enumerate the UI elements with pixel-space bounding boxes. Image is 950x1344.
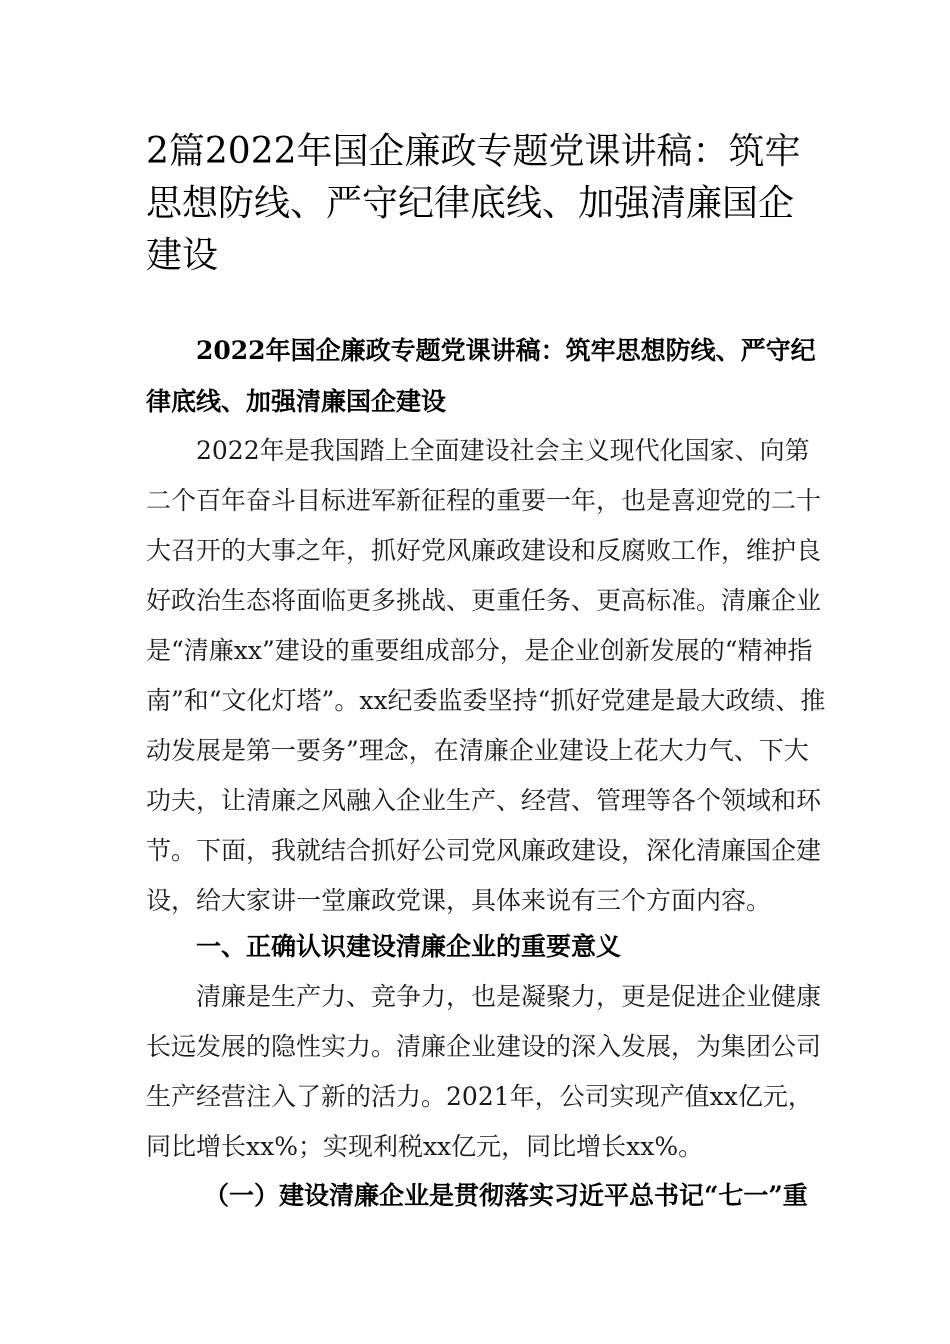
speech-title: 2022年国企廉政专题党课讲稿：筑牢思想防线、严守纪律底线、加强清廉国企建设 xyxy=(146,336,816,416)
section-heading-1: 一、正确认识建设清廉企业的重要意义 xyxy=(196,932,622,961)
document-title: 2篇2022年国企廉政专题党课讲稿：筑牢思想防线、严守纪律底线、加强清廉国企建设 xyxy=(146,131,801,276)
section-1-paragraph: 清廉是生产力、竞争力，也是凝聚力，更是促进企业健康长远发展的隐性实力。清廉企业建设的深入发展，为集团公司生产经营注入了新的活力。2021年，公司实现产值xx亿元，同比增长xx%；实现利税xx亿元，同比增长xx%。 xyxy=(146,982,822,1161)
intro-paragraph: 2022年是我国踏上全面建设社会主义现代化国家、向第二个百年奋斗目标进军新征程的重要一年，也是喜迎党的二十大召开的大事之年，抓好党风廉政建设和反腐败工作，维护良好政治生态将面临更多挑战、更重任务、更高标准。清廉企业是“清廉xx”建设的重要组成部分，是企业创新发展的“精神指南”和“文化灯塔”。xx纪委监委坚持“抓好党建是最大政绩、推动发展是第一要务”理念，在清廉企业建设上花大力气、下大功夫，让清廉之风融入企业生产、经营、管理等各个领域和环节。下面，我就结合抓好公司党风廉政建设，深化清廉国企建设，给大家讲一堂廉政党课，具体来说有三个方面内容。 xyxy=(146,436,826,915)
subsection-heading-1: （一）建设清廉企业是贯彻落实习近平总书记“七一”重 xyxy=(204,1181,808,1210)
